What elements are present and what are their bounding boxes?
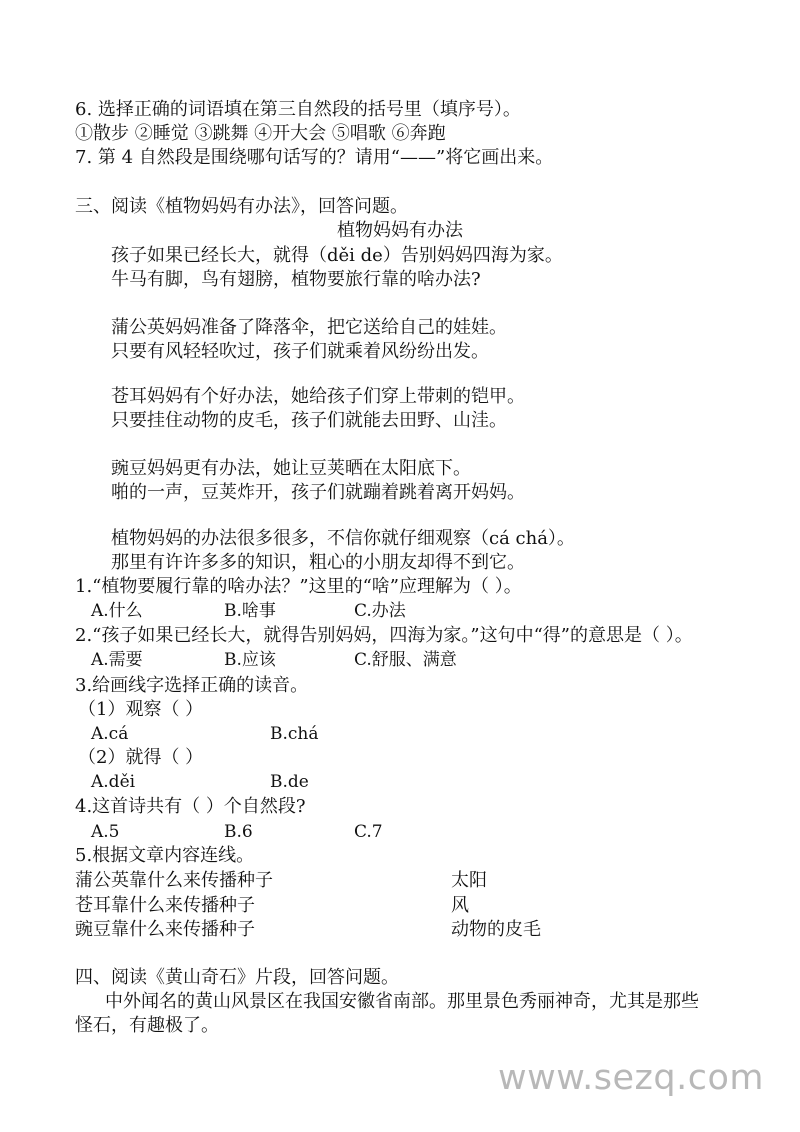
match-left-item: 豌豆靠什么来传播种子 [75,919,255,940]
match-right-item: 动物的皮毛 [451,919,541,940]
poem-line: 只要有风轻轻吹过，孩子们就乘着风纷纷出发。 [111,341,489,362]
poem-line: 蒲公英妈妈准备了降落伞，把它送给自己的娃娃。 [111,317,507,338]
question-2: 2.“孩子如果已经长大，就得告别妈妈，四海为家。”这句中“得”的意思是（ ）。 [75,625,693,646]
match-right-item: 太阳 [451,870,487,891]
q2-option-c: C.舒服、满意 [354,650,457,670]
question-3-sub-2: （2）就得（ ） [78,747,204,768]
q3-sub1-option-a: A.cá [91,724,129,744]
match-right-item: 风 [451,895,469,916]
poem-line: 孩子如果已经长大，就得（děi de）告别妈妈四海为家。 [111,245,563,266]
section-three-heading: 三、阅读《植物妈妈有办法》，回答问题。 [75,196,408,217]
question-7: 7. 第 4 自然段是围绕哪句话写的？请用“——”将它画出来。 [75,147,554,168]
q2-option-a: A.需要 [91,650,143,670]
poem-line: 那里有许许多多的知识，粗心的小朋友却得不到它。 [111,552,525,573]
q1-option-a: A.什么 [91,601,143,621]
q2-option-b: B.应该 [224,650,276,670]
match-left-item: 蒲公英靠什么来传播种子 [75,870,273,891]
q1-option-c: C.办法 [354,601,406,621]
paragraph-line: 中外闻名的黄山风景区在我国安徽省南部。那里景色秀丽神奇，尤其是那些 [105,991,699,1012]
q1-option-b: B.啥事 [224,601,276,621]
q4-option-a: A.5 [91,822,120,842]
poem-line: 豌豆妈妈更有办法，她让豆荚晒在太阳底下。 [111,458,471,479]
question-3-sub-1: （1）观察（ ） [78,699,204,720]
q3-sub1-option-b: B.chá [270,724,319,744]
paragraph-line: 怪石，有趣极了。 [75,1015,219,1036]
question-4: 4.这首诗共有（ ）个自然段? [75,796,306,817]
q3-sub2-option-a: A.děi [91,772,136,792]
question-5: 5.根据文章内容连线。 [75,845,255,866]
poem-line: 啪的一声，豆荚炸开，孩子们就蹦着跳着离开妈妈。 [111,482,525,503]
q4-option-c: C.7 [354,822,383,842]
q3-sub2-option-b: B.de [270,772,309,792]
site-watermark: www.sezq.com [498,1058,765,1098]
question-3: 3.给画线字选择正确的读音。 [75,675,309,696]
question-6-options: ①散步 ②睡觉 ③跳舞 ④开大会 ⑤唱歌 ⑥奔跑 [75,123,446,144]
section-four-heading: 四、阅读《黄山奇石》片段，回答问题。 [75,967,399,988]
poem-line: 只要挂住动物的皮毛，孩子们就能去田野、山洼。 [111,410,507,431]
poem-line: 植物妈妈的办法很多很多，不信你就仔细观察（cá chá）。 [111,528,575,549]
poem-line: 苍耳妈妈有个好办法，她给孩子们穿上带刺的铠甲。 [111,386,525,407]
poem-line: 牛马有脚，鸟有翅膀，植物要旅行靠的啥办法? [111,269,481,290]
poem-title: 植物妈妈有办法 [337,220,463,241]
q4-option-b: B.6 [224,822,253,842]
question-1: 1.“植物要履行靠的啥办法？”这里的“啥”应理解为（ ）。 [75,576,522,597]
question-6: 6. 选择正确的词语填在第三自然段的括号里（填序号）。 [75,99,521,120]
match-left-item: 苍耳靠什么来传播种子 [75,895,255,916]
